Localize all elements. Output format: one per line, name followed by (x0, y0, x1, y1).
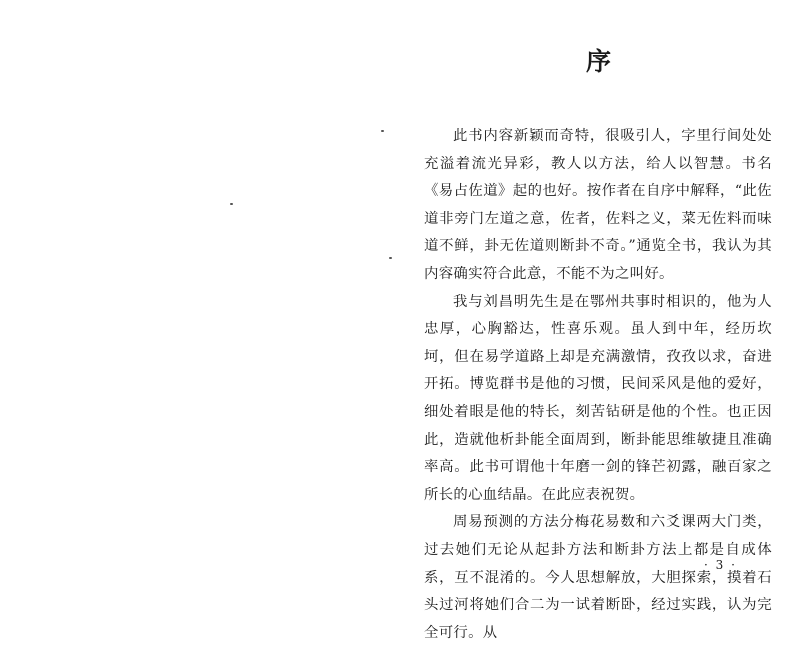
scan-speck (381, 130, 384, 132)
preface-page (400, 0, 793, 641)
page-number: · 3 · (704, 558, 737, 572)
paragraph: 周易预测的方法分梅花易数和六爻课两大门类，过去她们无论从起卦方法和断卦方法上都是自成体系，互不混淆的。今人思想解放，大胆探索，摸着石头过河将她们合二为一试着断卧，经过实践，认为完全可行。从 (424, 514, 772, 641)
paragraph: 此书内容新颖而奇特，很吸引人，字里行间处处充溢着流光异彩，教人以方法，给人以智慧。书名《易占佐道》起的也好。按作者在自序中解释，“此佐道非旁门左道之意，佐者，佐料之义，菜无佐料而味道不鲜，卦无佐道则断卦不奇。”通览全书，我认为其内容确实符合此意，不能不为之叫好。 (424, 128, 772, 282)
paragraph: 我与刘昌明先生是在鄂州共事时相识的，他为人忠厚，心胸豁达，性喜乐观。虽人到中年，经历坎坷，但在易学道路上却是充满激情，孜孜以求，奋进开拓。博览群书是他的习惯，民间采风是他的爱好，细处着眼是他的特长，刻苦钻研是他的个性。也正因此，造就他析卦能全面周到，断卦能思维敏捷且准确率高。此书可谓他十年磨一剑的锋芒初露，融百家之所长的心血结晶。在此应表祝贺。 (424, 293, 772, 503)
blank-left-page (0, 0, 400, 595)
scan-speck (230, 203, 233, 205)
scan-speck (389, 257, 392, 259)
page-title: 序 (586, 47, 612, 76)
